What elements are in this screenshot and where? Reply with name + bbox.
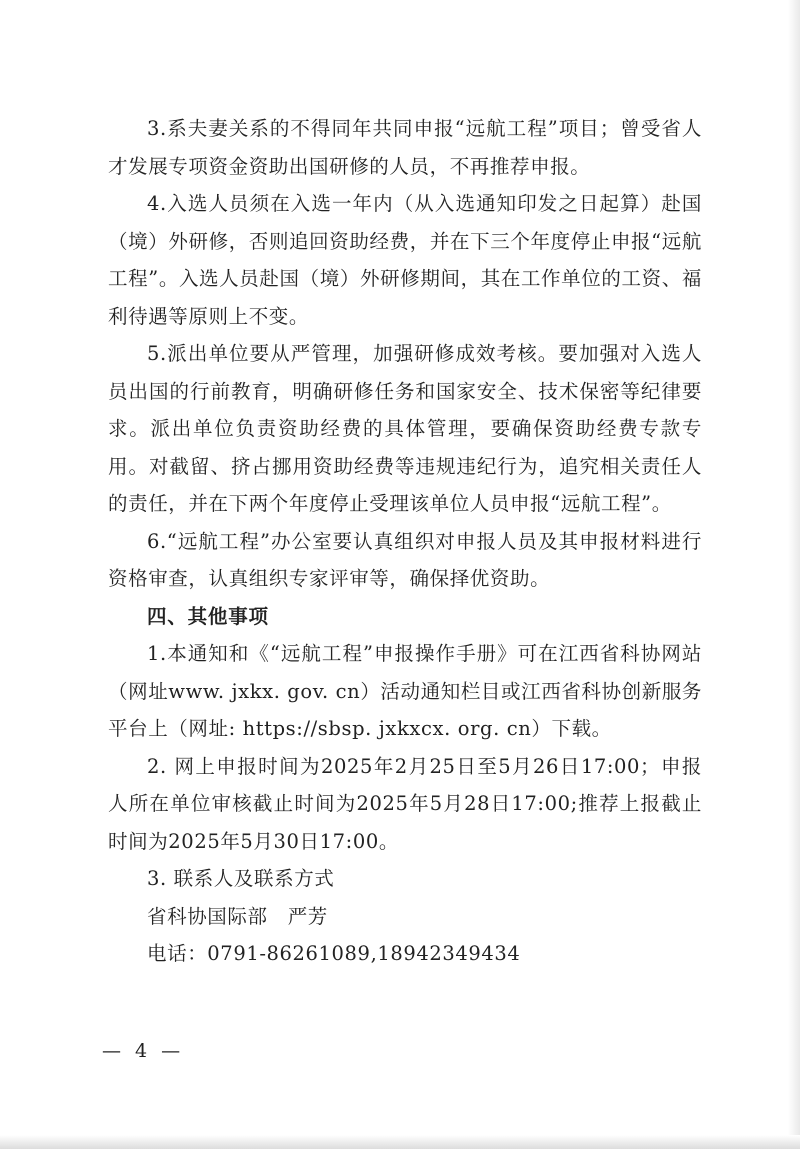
page-edge-shadow-right [788, 0, 800, 1149]
other-item-1-download: 1.本通知和《“远航工程”申报操作手册》可在江西省科协网站（网址www. jxkx. gov. cn）活动通知栏目或江西省科协创新服务平台上（网址: https://sbsp. jxkxcx. org. cn）下载。 [108, 642, 703, 740]
contact-phone: 电话：0791-86261089,18942349434 [147, 942, 521, 965]
paragraph-item-3: 3.系夫妻关系的不得同年共同申报“远航工程”项目；曾受省人才发展专项资金资助出国研修的人员，不再推荐申报。 [108, 117, 702, 178]
other-item-3-contact-title: 3. 联系人及联系方式 [147, 867, 335, 890]
paragraph-item-6: 6.“远航工程”办公室要认真组织对申报人员及其申报材料进行资格审查，认真组织专家评审等，确保择优资助。 [108, 529, 702, 590]
document-body [108, 110, 702, 973]
page-number: — 4 — [102, 1040, 185, 1062]
section-heading-other-matters: 四、其他事项 [147, 604, 269, 628]
paragraph-item-5: 5.派出单位要从严管理，加强研修成效考核。要加强对入选人员出国的行前教育，明确研修任务和国家安全、技术保密等纪律要求。派出单位负责资助经费的具体管理，要确保资助经费专款专用。对截留、挤占挪用资助经费等违规违纪行为，追究相关责任人的责任，并在下两个年度停止受理该单位人员申报“远航工程”。 [108, 342, 702, 515]
paragraph-item-4: 4.入选人员须在入选一年内（从入选通知印发之日起算）赴国（境）外研修，否则追回资助经费，并在下三个年度停止申报“远航工程”。入选人员赴国（境）外研修期间，其在工作单位的工资、福利待遇等原则上不变。 [108, 192, 702, 328]
page-edge-shadow-bottom [0, 1135, 800, 1149]
other-item-2-deadlines: 2. 网上申报时间为2025年2月25日至5月26日17:00；申报人所在单位审核截止时间为2025年5月28日17:00;推荐上报截止时间为2025年5月30日17:00。 [108, 754, 702, 853]
contact-person: 省科协国际部 严芳 [147, 904, 328, 928]
